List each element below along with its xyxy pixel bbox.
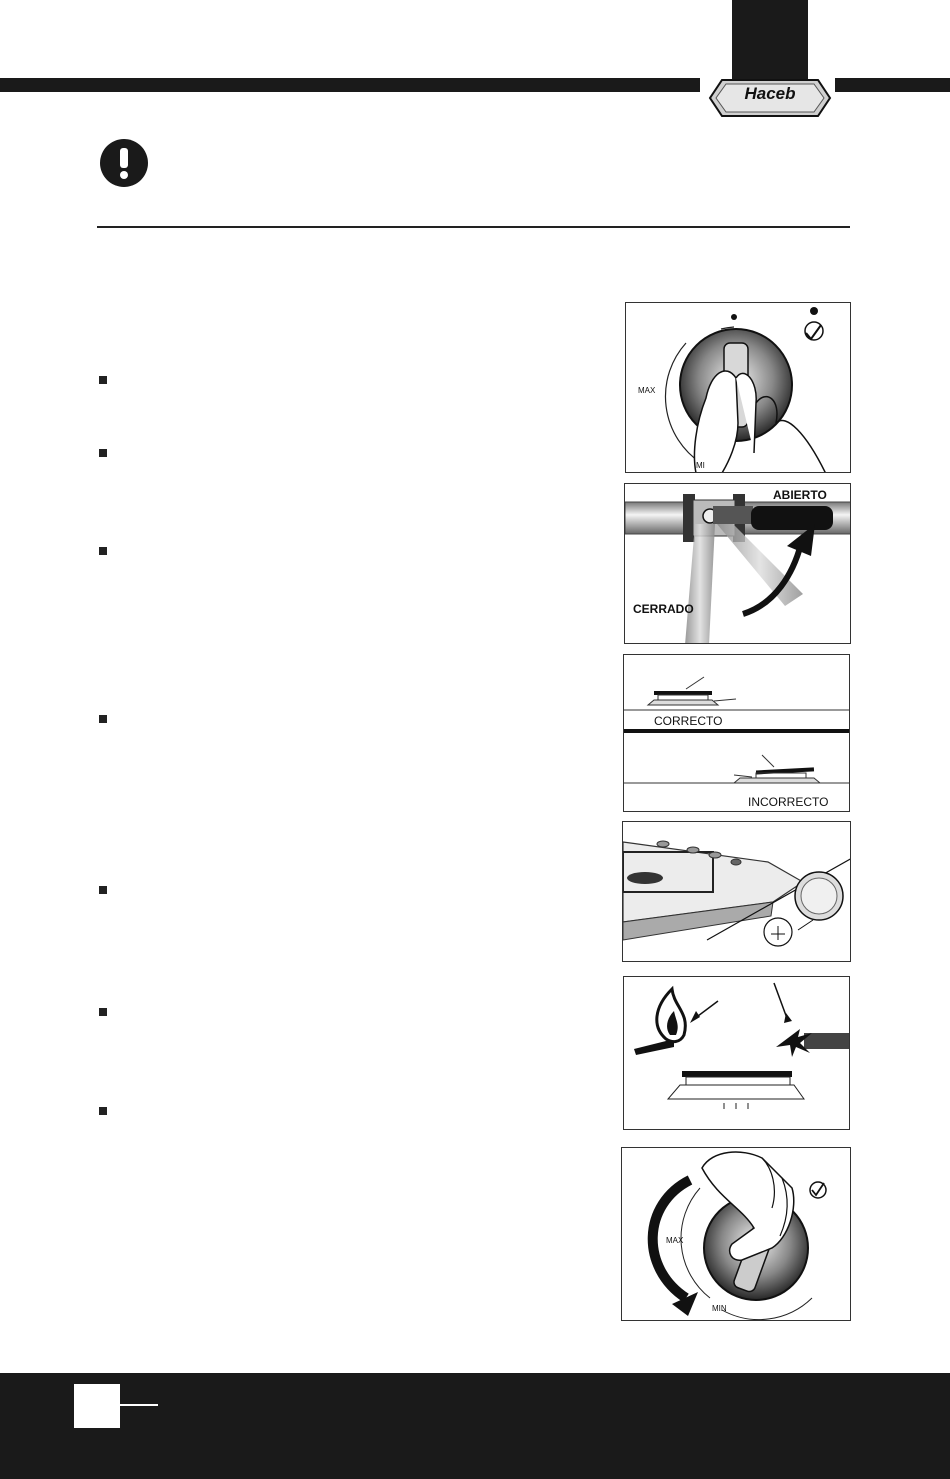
valve-open-label: ABIERTO (773, 488, 827, 502)
burner-cap-illustration (624, 655, 850, 812)
ignition-illustration (624, 977, 850, 1130)
knob-turn-min-label: MIN (712, 1304, 727, 1313)
square-bullet-icon (99, 376, 107, 384)
knob-push-illustration (626, 303, 851, 473)
knob-turn-illustration (622, 1148, 851, 1321)
square-bullet-icon (99, 886, 107, 894)
knob-min-label: MI (696, 461, 705, 470)
brand-tab (732, 0, 808, 88)
cooktop-igniter-illustration (623, 822, 851, 962)
figure-knob-push (625, 302, 851, 473)
page-number-line (120, 1404, 158, 1406)
square-bullet-icon (99, 1008, 107, 1016)
square-bullet-icon (99, 715, 107, 723)
figure-cooktop-igniter (622, 821, 851, 962)
section-divider (97, 226, 850, 228)
square-bullet-icon (99, 547, 107, 555)
figure-knob-turn (621, 1147, 851, 1321)
knob-turn-max-label: MAX (666, 1236, 684, 1245)
page-number-box (74, 1384, 120, 1428)
footer-bar (0, 1373, 950, 1479)
square-bullet-icon (99, 1107, 107, 1115)
warning-exclamation-icon (99, 138, 149, 188)
square-bullet-icon (99, 449, 107, 457)
figure-gas-valve (624, 483, 851, 644)
figure-burner-cap (623, 654, 850, 812)
burner-correct-label: CORRECTO (654, 714, 723, 728)
burner-incorrect-label: INCORRECTO (748, 795, 829, 809)
brand-logo-text: Haceb (744, 84, 796, 103)
gas-valve-illustration (625, 484, 851, 644)
knob-max-label: MAX (638, 386, 656, 395)
figure-ignition (623, 976, 850, 1130)
valve-closed-label: CERRADO (633, 602, 694, 616)
